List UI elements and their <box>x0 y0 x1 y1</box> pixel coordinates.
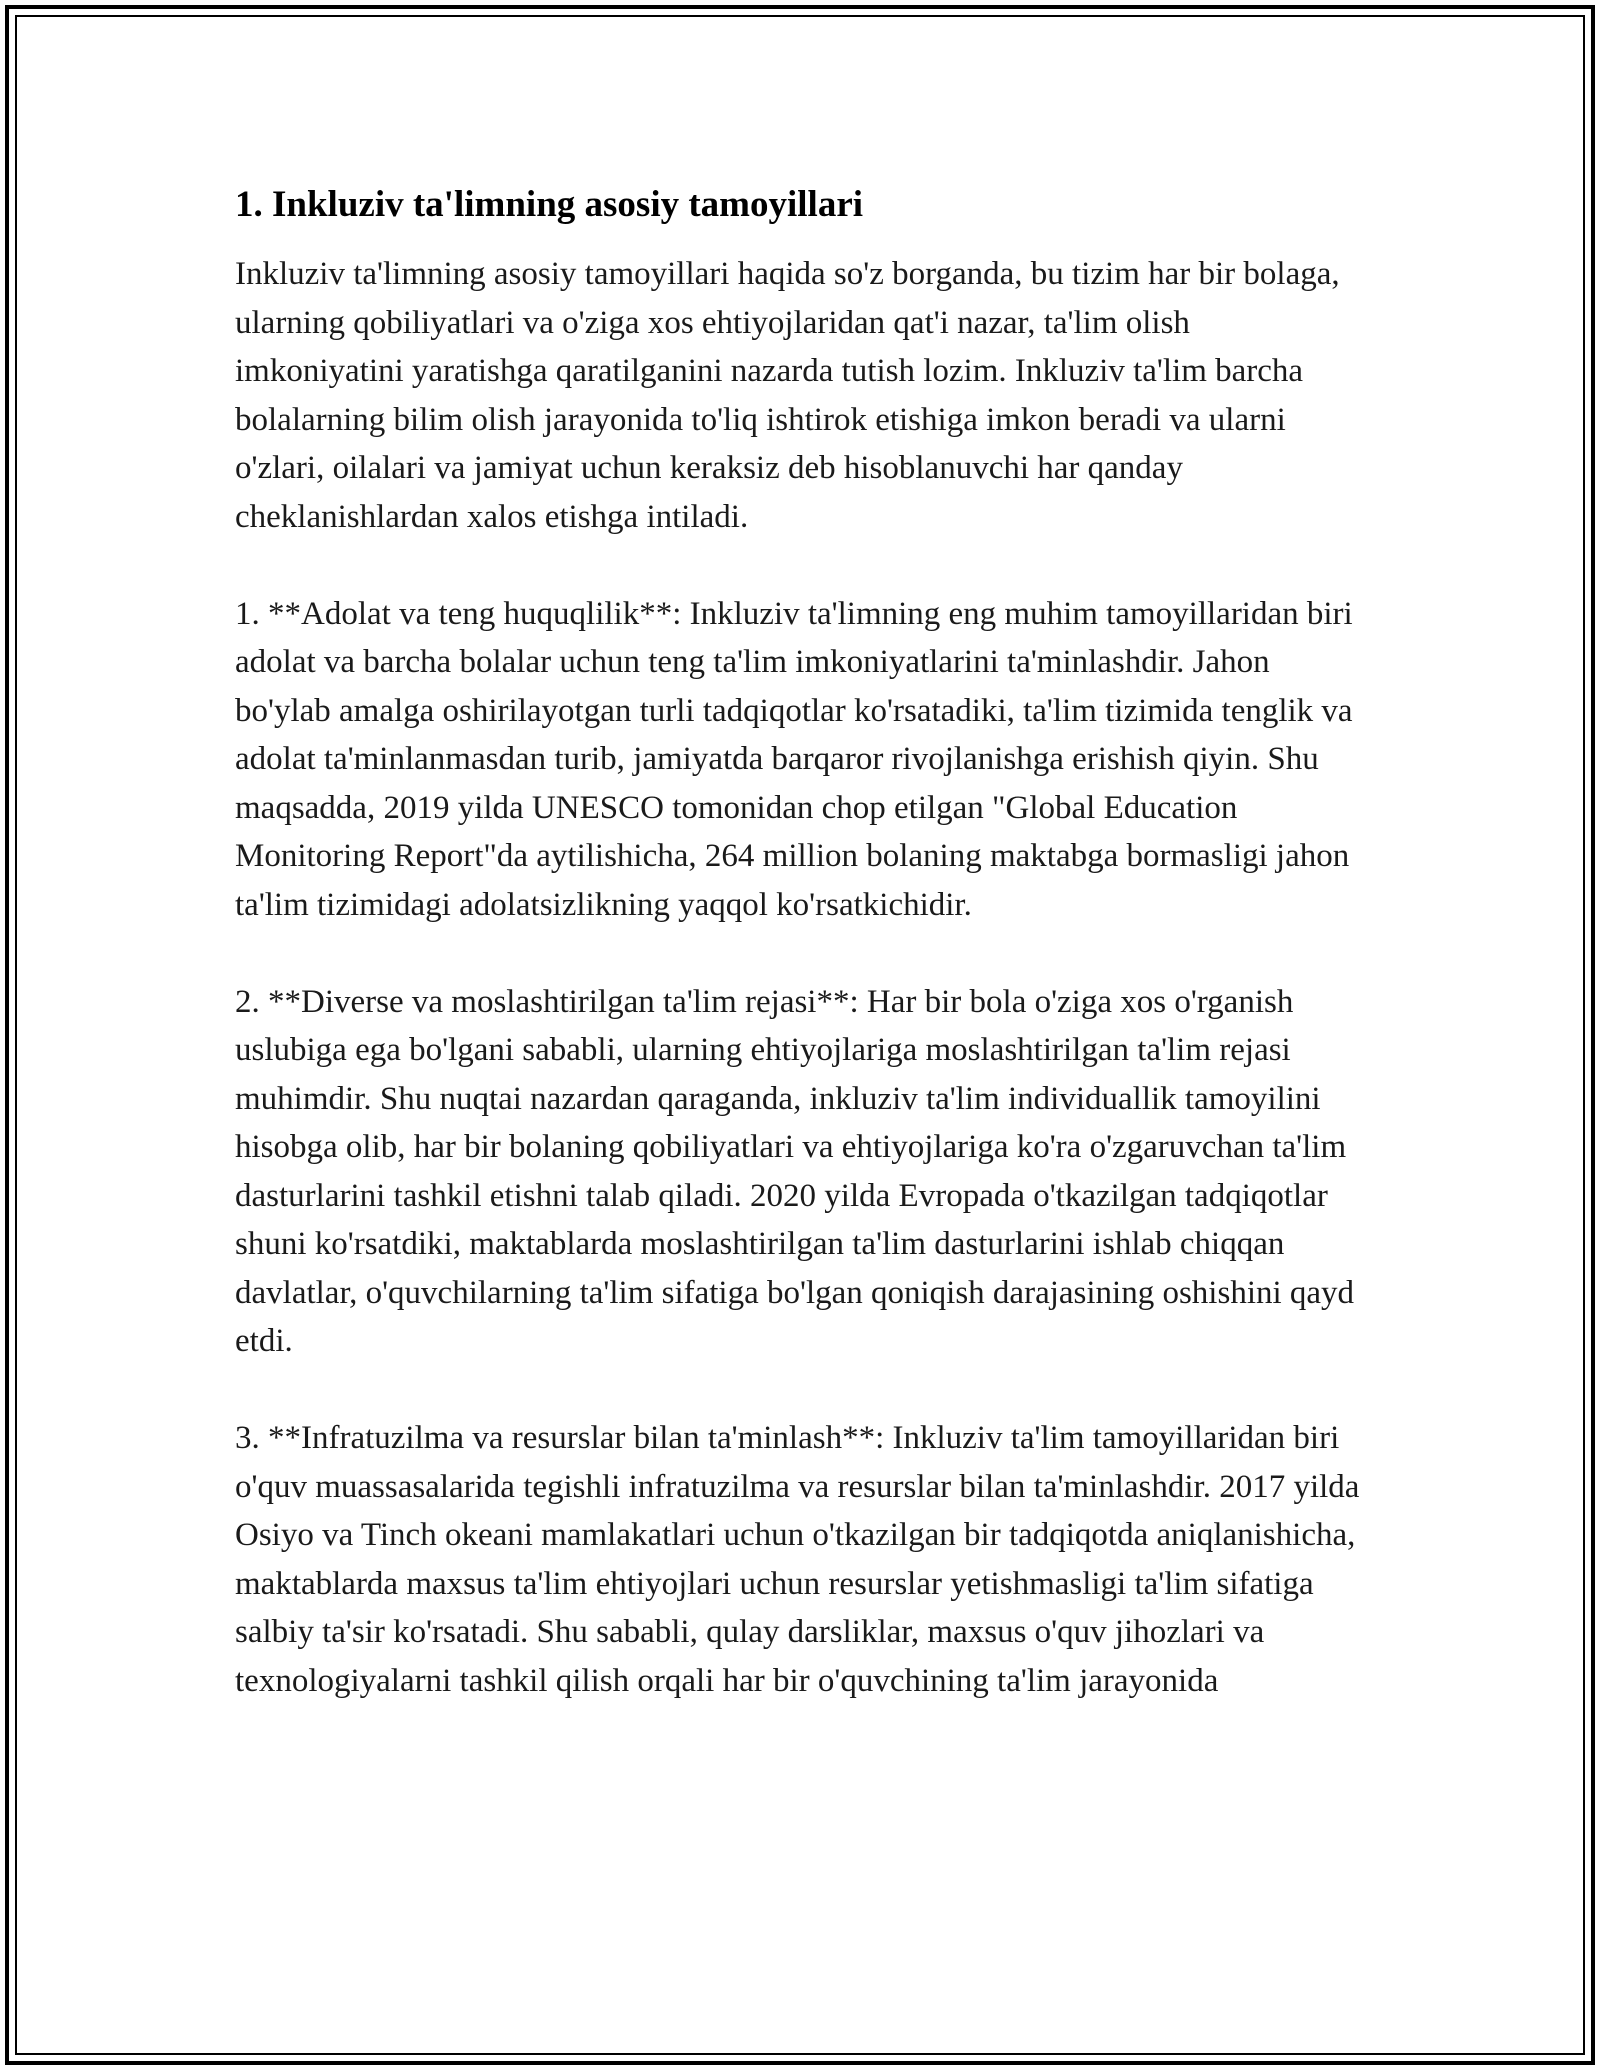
section-heading: 1. Inkluziv ta'limning asosiy tamoyillari <box>235 184 864 225</box>
paragraph-intro: Inkluziv ta'limning asosiy tamoyillari haqida so'z borganda, bu tizim har bir bolaga, ularning qobiliyatlari va o'ziga xos ehtiyojlaridan qat'i nazar, ta'lim olish imkoniyatini yaratishga qaratilganini nazarda tutish lozim. Inkluziv ta'lim barcha bolalarning bilim olish jarayonida to'liq ishtirok etishiga imkon beradi va ularni o'zlari, oilalari va jamiyat uchun keraksiz deb hisoblanuvchi har qanday cheklanishlardan xalos etishga intiladi. <box>235 256 1340 535</box>
document-body <box>235 182 1365 1754</box>
paragraph-point-3: 3. **Infratuzilma va resurslar bilan ta'minlash**: Inkluziv ta'lim tamoyillaridan biri o'quv muassasalarida tegishli infratuzilma va resurslar bilan ta'minlashdir. 2017 yilda Osiyo va Tinch okeani mamlakatlari uchun o'tkazilgan bir tadqiqotda aniqlanishicha, maktablarda maxsus ta'lim ehtiyojlari uchun resurslar yetishmasligi ta'lim sifatiga salbiy ta'sir ko'rsatadi. Shu sababli, qulay darsliklar, maxsus o'quv jihozlari va texnologiyalarni tashkil qilish orqali har bir o'quvchining ta'lim jarayonida <box>235 1420 1360 1699</box>
paragraph-point-1: 1. **Adolat va teng huquqlilik**: Inkluziv ta'limning eng muhim tamoyillaridan biri adolat va barcha bolalar uchun teng ta'lim imkoniyatlarini ta'minlashdir. Jahon bo'ylab amalga oshirilayotgan turli tadqiqotlar ko'rsatadiki, ta'lim tizimida tenglik va adolat ta'minlanmasdan turib, jamiyatda barqaror rivojlanishga erishish qiyin. Shu maqsadda, 2019 yilda UNESCO tomonidan chop etilgan "Global Education Monitoring Report"da aytilishicha, 264 million bolaning maktabga bormasligi jahon ta'lim tizimidagi adolatsizlikning yaqqol ko'rsatkichidir. <box>235 595 1353 923</box>
paragraph-point-2: 2. **Diverse va moslashtirilgan ta'lim rejasi**: Har bir bola o'ziga xos o'rganish uslubiga ega bo'lgani sababli, ularning ehtiyojlariga moslashtirilgan ta'lim rejasi muhimdir. Shu nuqtai nazardan qaraganda, inkluziv ta'lim individuallik tamoyilini hisobga olib, har bir bolaning qobiliyatlari va ehtiyojlariga ko'ra o'zgaruvchan ta'lim dasturlarini tashkil etishni talab qiladi. 2020 yilda Evropada o'tkazilgan tadqiqotlar shuni ko'rsatdiki, maktablarda moslashtirilgan ta'lim dasturlarini ishlab chiqqan davlatlar, o'quvchilarning ta'lim sifatiga bo'lgan qoniqish darajasining oshishini qayd etdi. <box>235 983 1355 1359</box>
